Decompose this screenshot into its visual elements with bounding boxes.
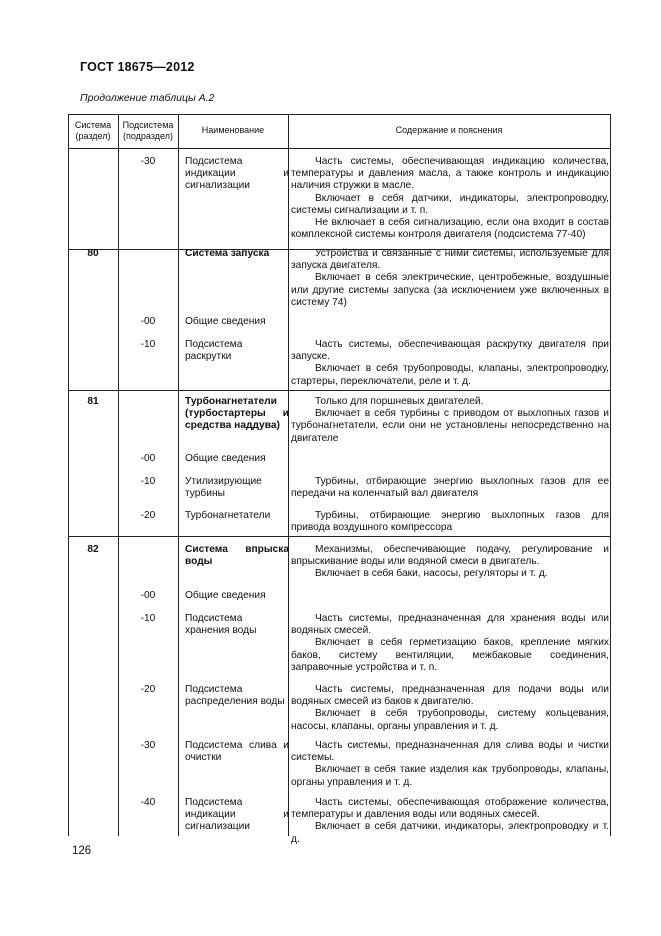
row-name: Подсистема индикации и сигнализации	[185, 797, 289, 833]
row-name: Подсистема слива и очистки	[185, 740, 289, 764]
row-content: Часть системы, предназначенная для слива воды и чистки системы. Включает в себя такие изделия как трубопроводы, клапаны, органы управления и т. д.	[291, 740, 609, 788]
row-system: 81	[87, 396, 99, 407]
row-subsystem: -20	[140, 684, 156, 695]
row-name: Система запуска	[185, 248, 270, 259]
row-name: Подсистема индикации и сигнализации	[185, 156, 289, 192]
row-subsystem: -00	[140, 316, 156, 327]
row-content: Часть системы, обеспечивающая раскрутку двигателя при запуске. Включает в себя трубопроводы, клапаны, электропроводку, стартеры, переключатели, реле и т. д.	[291, 339, 609, 387]
row-name: Подсистема раскрутки	[185, 339, 243, 363]
row-subsystem: -20	[140, 510, 156, 521]
row-subsystem: -40	[140, 797, 156, 808]
row-name: Турбонагнетатели (турбостартеры и средства наддува)	[185, 396, 289, 432]
header-name: Наименование	[201, 125, 265, 135]
page-number: 126	[72, 845, 92, 857]
row-content: Турбины, отбирающие энергию выхлопных газов для ее передачи на коленчатый вал двигателя	[291, 476, 609, 500]
row-content: Механизмы, обеспечивающие подачу, регулирование и впрыскивание воды или водяной смеси в двигатель. Включает в себя баки, насосы, регуляторы и т. д.	[291, 544, 609, 580]
row-content: Турбины, отбирающие энергию выхлопных газов для привода воздушного компрессора	[291, 510, 609, 534]
row-subsystem: -30	[140, 740, 156, 751]
row-subsystem: -30	[140, 156, 156, 167]
header-system: Система (раздел)	[74, 119, 112, 141]
row-content: Устройства и связанные с ними системы, используемые для запуска двигателя. Включает в себя электрические, центробежные, воздушные или другие системы запуска (за исключением уже включенных в систему 74)	[291, 248, 609, 308]
row-name: Подсистема распределения воды	[185, 684, 285, 708]
row-name: Утилизирующие турбины	[185, 476, 262, 500]
data-table	[68, 114, 611, 845]
row-name: Общие сведения	[185, 453, 266, 464]
row-content: Часть системы, предназначенная для хранения воды или водяных смесей. Включает в себя герметизацию баков, крепление мягких баков, систему вентиляции, межбаковые соединения, заправочные устройства и т. п.	[291, 613, 609, 673]
row-content: Только для поршневых двигателей. Включает в себя турбины с приводом от выхлопных газов и турбонагнетатели, если они не установлены непосредственно на двигателе	[291, 396, 609, 444]
table-caption: Продолжение таблицы А.2	[80, 92, 215, 104]
row-subsystem: -10	[140, 476, 156, 487]
row-name: Турбонагнетатели	[185, 510, 271, 521]
row-name: Общие сведения	[185, 590, 266, 601]
header-content: Содержание и пояснения	[395, 125, 503, 135]
row-system: 80	[87, 248, 99, 259]
doc-title: ГОСТ 18675—2012	[80, 60, 195, 74]
header-subsystem: Подсистема (подраздел)	[122, 119, 174, 141]
row-name: Система впрыска воды	[185, 544, 289, 568]
row-name: Общие сведения	[185, 316, 266, 327]
row-subsystem: -10	[140, 613, 156, 624]
row-content: Часть системы, обеспечивающая отображение количества, температуры и давления воды или водяных смесей. Включает в себя датчики, индикаторы, электропроводку и т. д.	[291, 797, 609, 845]
row-content: Часть системы, обеспечивающая индикацию количества, температуры и давления масла, а также контроль и индикацию наличия стружки в масле. Включает в себя датчики, индикаторы, электропроводку, системы сигнализации и т. п. Не включает в себя сигнализацию, если она входит в состав комплексной системы контроля двигателя (подсистема 77-40)	[291, 156, 609, 241]
row-subsystem: -00	[140, 590, 156, 601]
row-subsystem: -10	[140, 339, 156, 350]
row-name: Подсистема хранения воды	[185, 613, 257, 637]
row-system: 82	[87, 544, 99, 555]
row-subsystem: -00	[140, 453, 156, 464]
row-content: Часть системы, предназначенная для подачи воды или водяных смесей из баков к двигателю. Включает в себя трубопроводы, систему кольцевания, насосы, клапаны, органы управления и т. д.	[291, 684, 609, 732]
